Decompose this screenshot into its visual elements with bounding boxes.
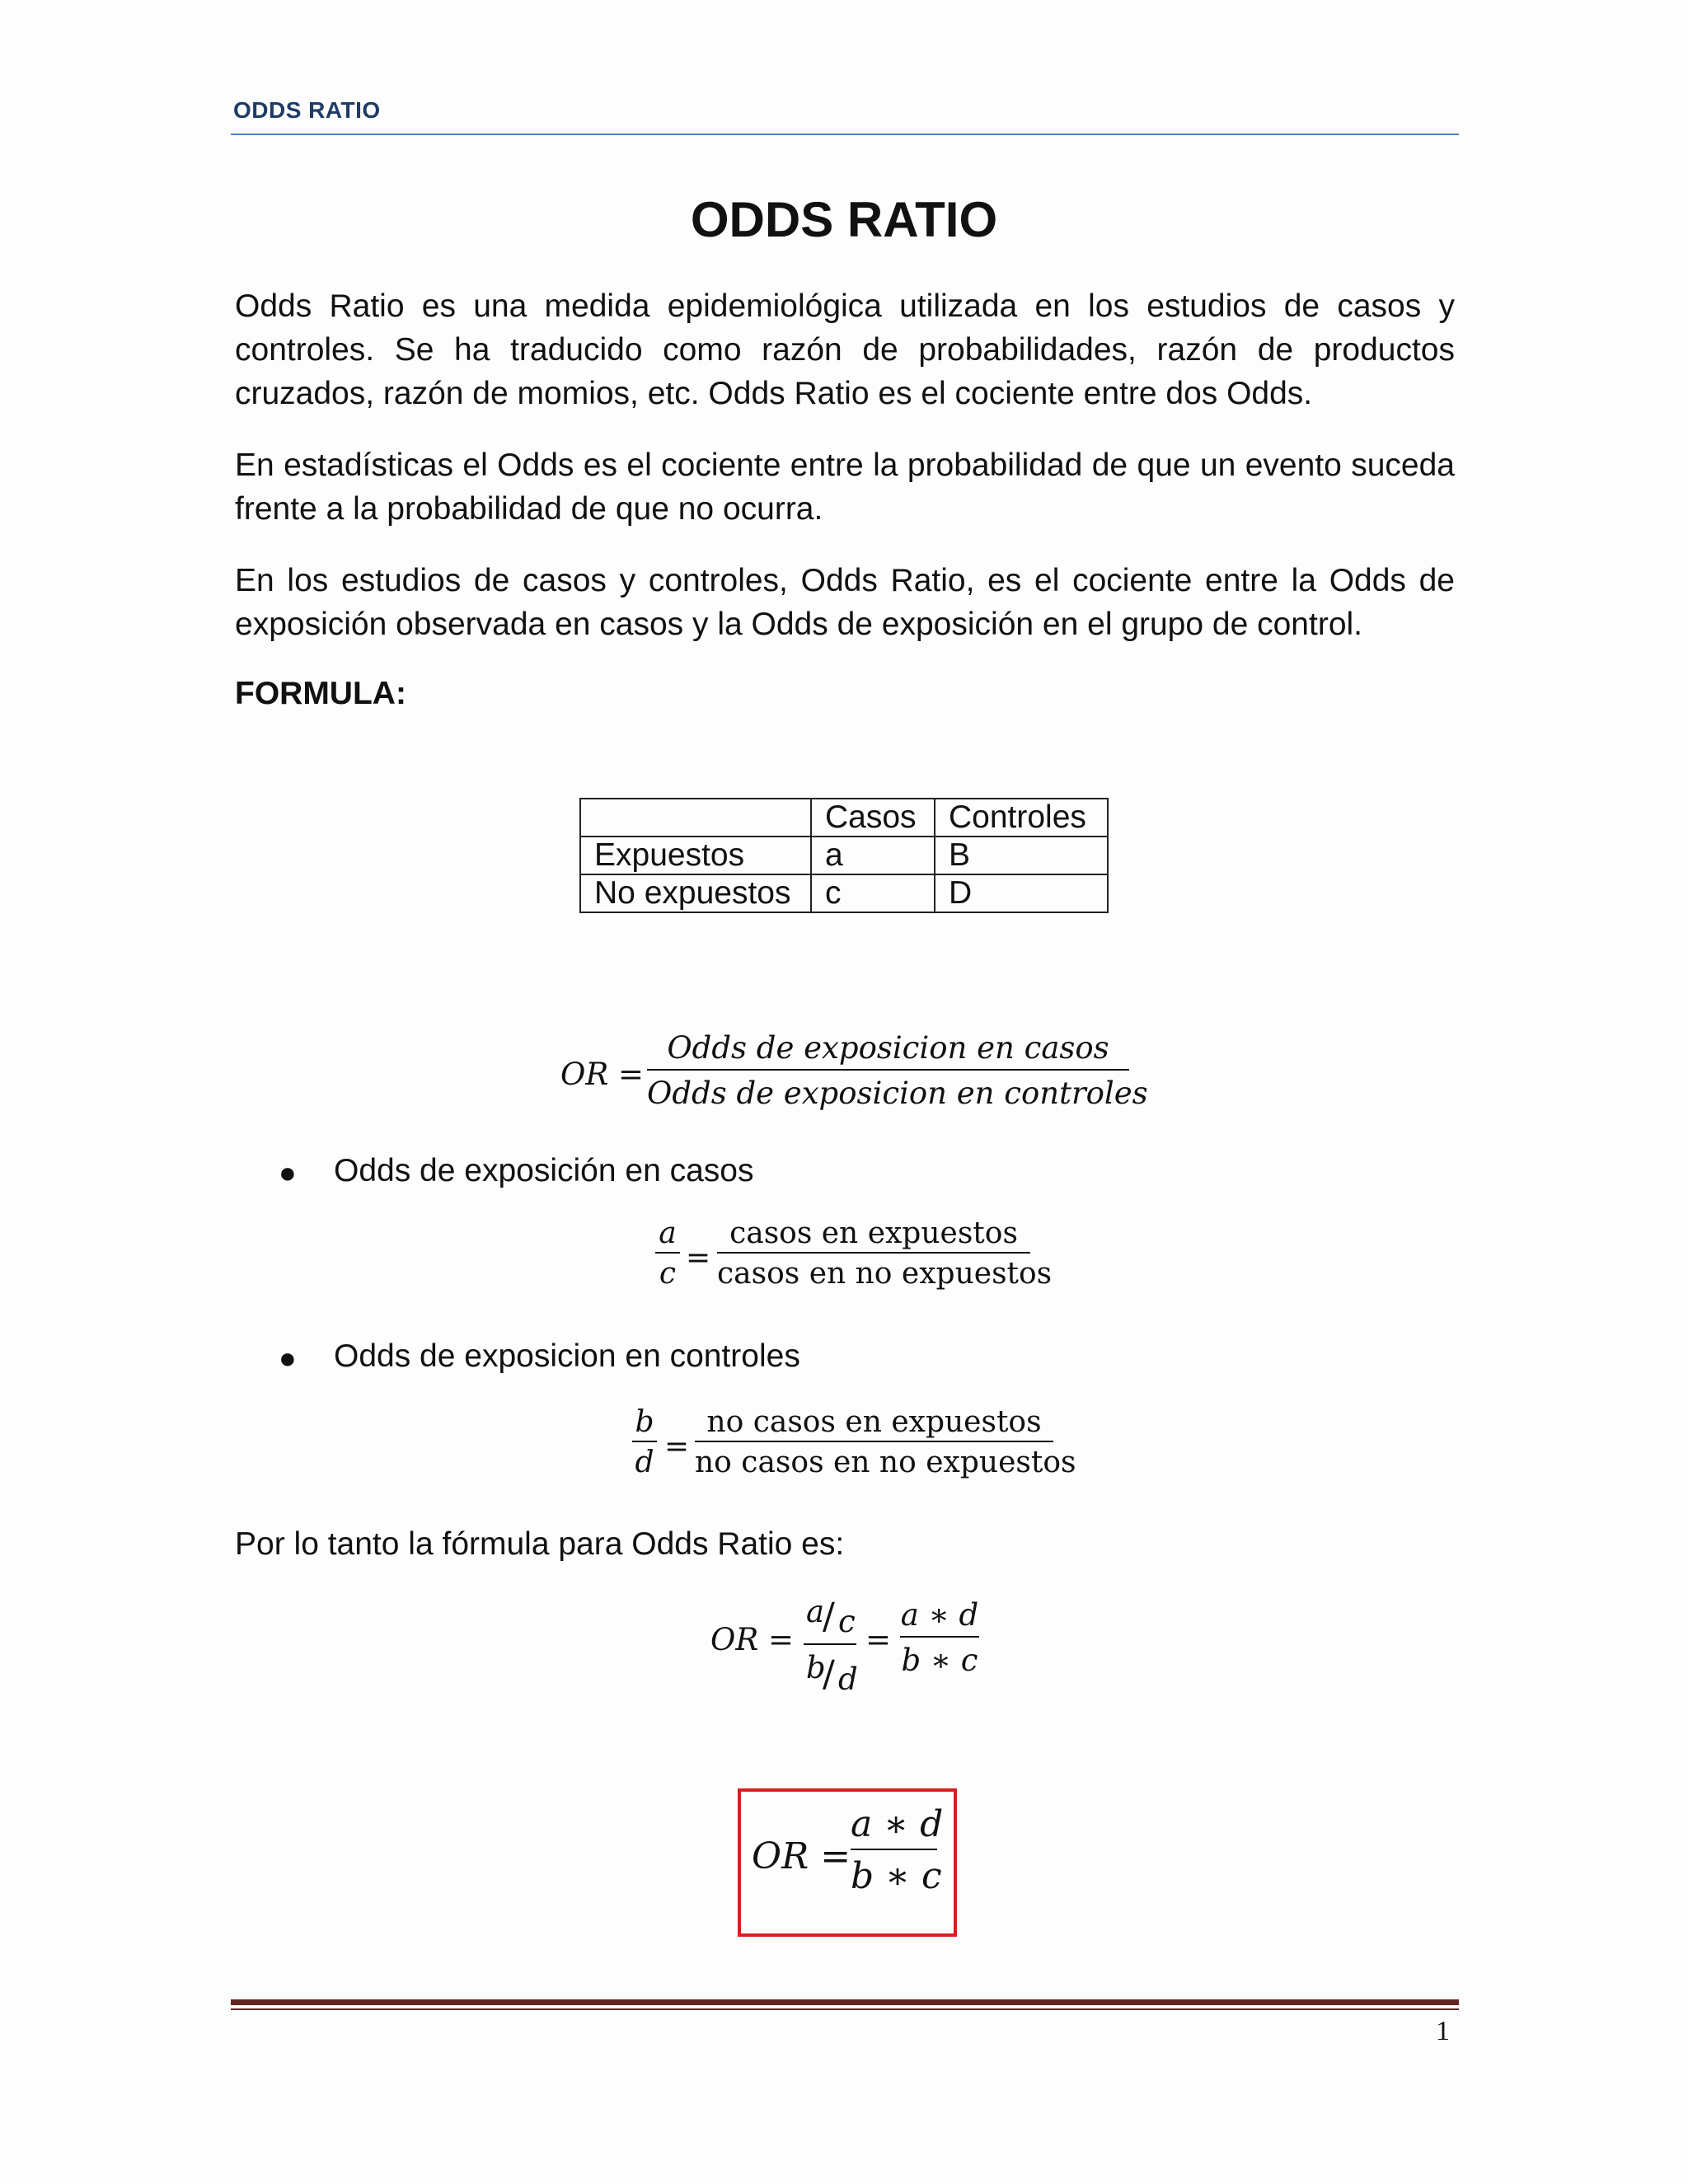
bullet2-lhs-fraction [632, 1405, 657, 1479]
equals-sign: = [686, 1241, 711, 1275]
fraction-denominator: d [635, 1446, 654, 1479]
equals-sign: = [865, 1622, 892, 1657]
fraction-denominator: c [838, 1604, 856, 1639]
fraction-numerator: no casos en expuestos [706, 1405, 1042, 1439]
bullet1-lhs-fraction [655, 1216, 680, 1291]
formula-heading: FORMULA: [235, 676, 406, 711]
table-header-controles: Controles [935, 799, 1108, 837]
main-formula-numerator: Odds de exposicion en casos [667, 1030, 1109, 1066]
table-cell: B [935, 837, 1108, 874]
bullet-icon: ● [279, 1155, 297, 1189]
fraction-bar [632, 1441, 657, 1442]
derived-formula-lhs: OR = [710, 1622, 794, 1657]
fraction-numerator: a ∗ d [851, 1803, 944, 1845]
table-cell: D [935, 874, 1108, 912]
main-formula-lhs: OR = [560, 1057, 644, 1092]
derived-simple-fraction [900, 1597, 979, 1678]
fraction-numerator: b [806, 1650, 826, 1685]
fraction-denominator: casos en no expuestos [717, 1257, 1053, 1291]
paragraph-3: En los estudios de casos y controles, Odds Ratio, es el cociente entre la Odds de exposición observada en casos y la Odds de exposición en el grupo de control. [235, 563, 1455, 642]
derived-compound-fraction [804, 1591, 861, 1702]
bullet2-rhs-fraction [695, 1405, 1076, 1479]
document-title: ODDS RATIO [690, 192, 998, 247]
fraction-bar [655, 1252, 680, 1254]
table-header-casos: Casos [811, 799, 935, 837]
conclusion-text: Por lo tanto la fórmula para Odds Ratio es: [235, 1526, 845, 1562]
table-cell [580, 799, 811, 837]
main-formula-denominator: Odds de exposicion en controles [647, 1076, 1148, 1111]
fraction-bar [900, 1636, 979, 1638]
fraction-numerator: a [659, 1216, 677, 1250]
bullet1-rhs-fraction [717, 1216, 1053, 1291]
contingency-table [579, 798, 1109, 913]
footer-rule-thin [231, 2008, 1459, 2010]
table-cell: Expuestos [580, 837, 811, 874]
page-number: 1 [1436, 2016, 1450, 2046]
fraction-denominator: c [659, 1257, 677, 1291]
fraction-numerator: b [635, 1405, 654, 1439]
running-header: ODDS RATIO [233, 97, 381, 123]
bullet-icon: ● [279, 1341, 297, 1375]
table-cell: No expuestos [580, 874, 811, 912]
table-cell: c [811, 874, 935, 912]
boxed-formula-fraction [851, 1803, 944, 1897]
paragraph-2: En estadísticas el Odds es el cociente entre la probabilidad de que un evento suceda frente a la probabilidad de que no ocurra. [235, 448, 1455, 527]
equals-sign: = [664, 1430, 690, 1464]
fraction-numerator: casos en expuestos [729, 1216, 1018, 1250]
fraction-denominator: b ∗ c [851, 1855, 942, 1897]
result-box [738, 1788, 957, 1937]
table-row [580, 874, 1108, 912]
slash-symbol: / [823, 1596, 835, 1638]
fraction-denominator: b ∗ c [901, 1643, 978, 1678]
fraction-bar [717, 1252, 1030, 1254]
fraction-denominator: no casos en no expuestos [695, 1446, 1076, 1479]
fraction-bar [647, 1069, 1129, 1071]
table-header-row [580, 799, 1108, 837]
bullet-label: Odds de exposición en casos [334, 1153, 754, 1188]
boxed-formula-lhs: OR = [752, 1835, 851, 1877]
fraction-bar [695, 1441, 1053, 1442]
footer-rule [231, 1999, 1459, 2005]
fraction-bar [804, 1643, 856, 1645]
paragraph-1: Odds Ratio es una medida epidemiológica utilizada en los estudios de casos y controles. Se ha traducido como razón de probabilidades, razón de productos cruzados, razón de momios, etc. Odds Ratio es el cociente entre dos Odds. [235, 288, 1455, 411]
table-row [580, 837, 1108, 874]
fraction-numerator: a ∗ d [900, 1597, 979, 1633]
bullet-label: Odds de exposicion en controles [334, 1338, 800, 1374]
fraction-denominator: d [838, 1661, 858, 1697]
fraction-bar [851, 1849, 937, 1850]
table-cell: a [811, 837, 935, 874]
fraction-numerator: a [806, 1594, 825, 1629]
header-rule [231, 134, 1459, 135]
slash-symbol: / [823, 1653, 835, 1695]
main-formula-fraction [647, 1030, 1148, 1111]
